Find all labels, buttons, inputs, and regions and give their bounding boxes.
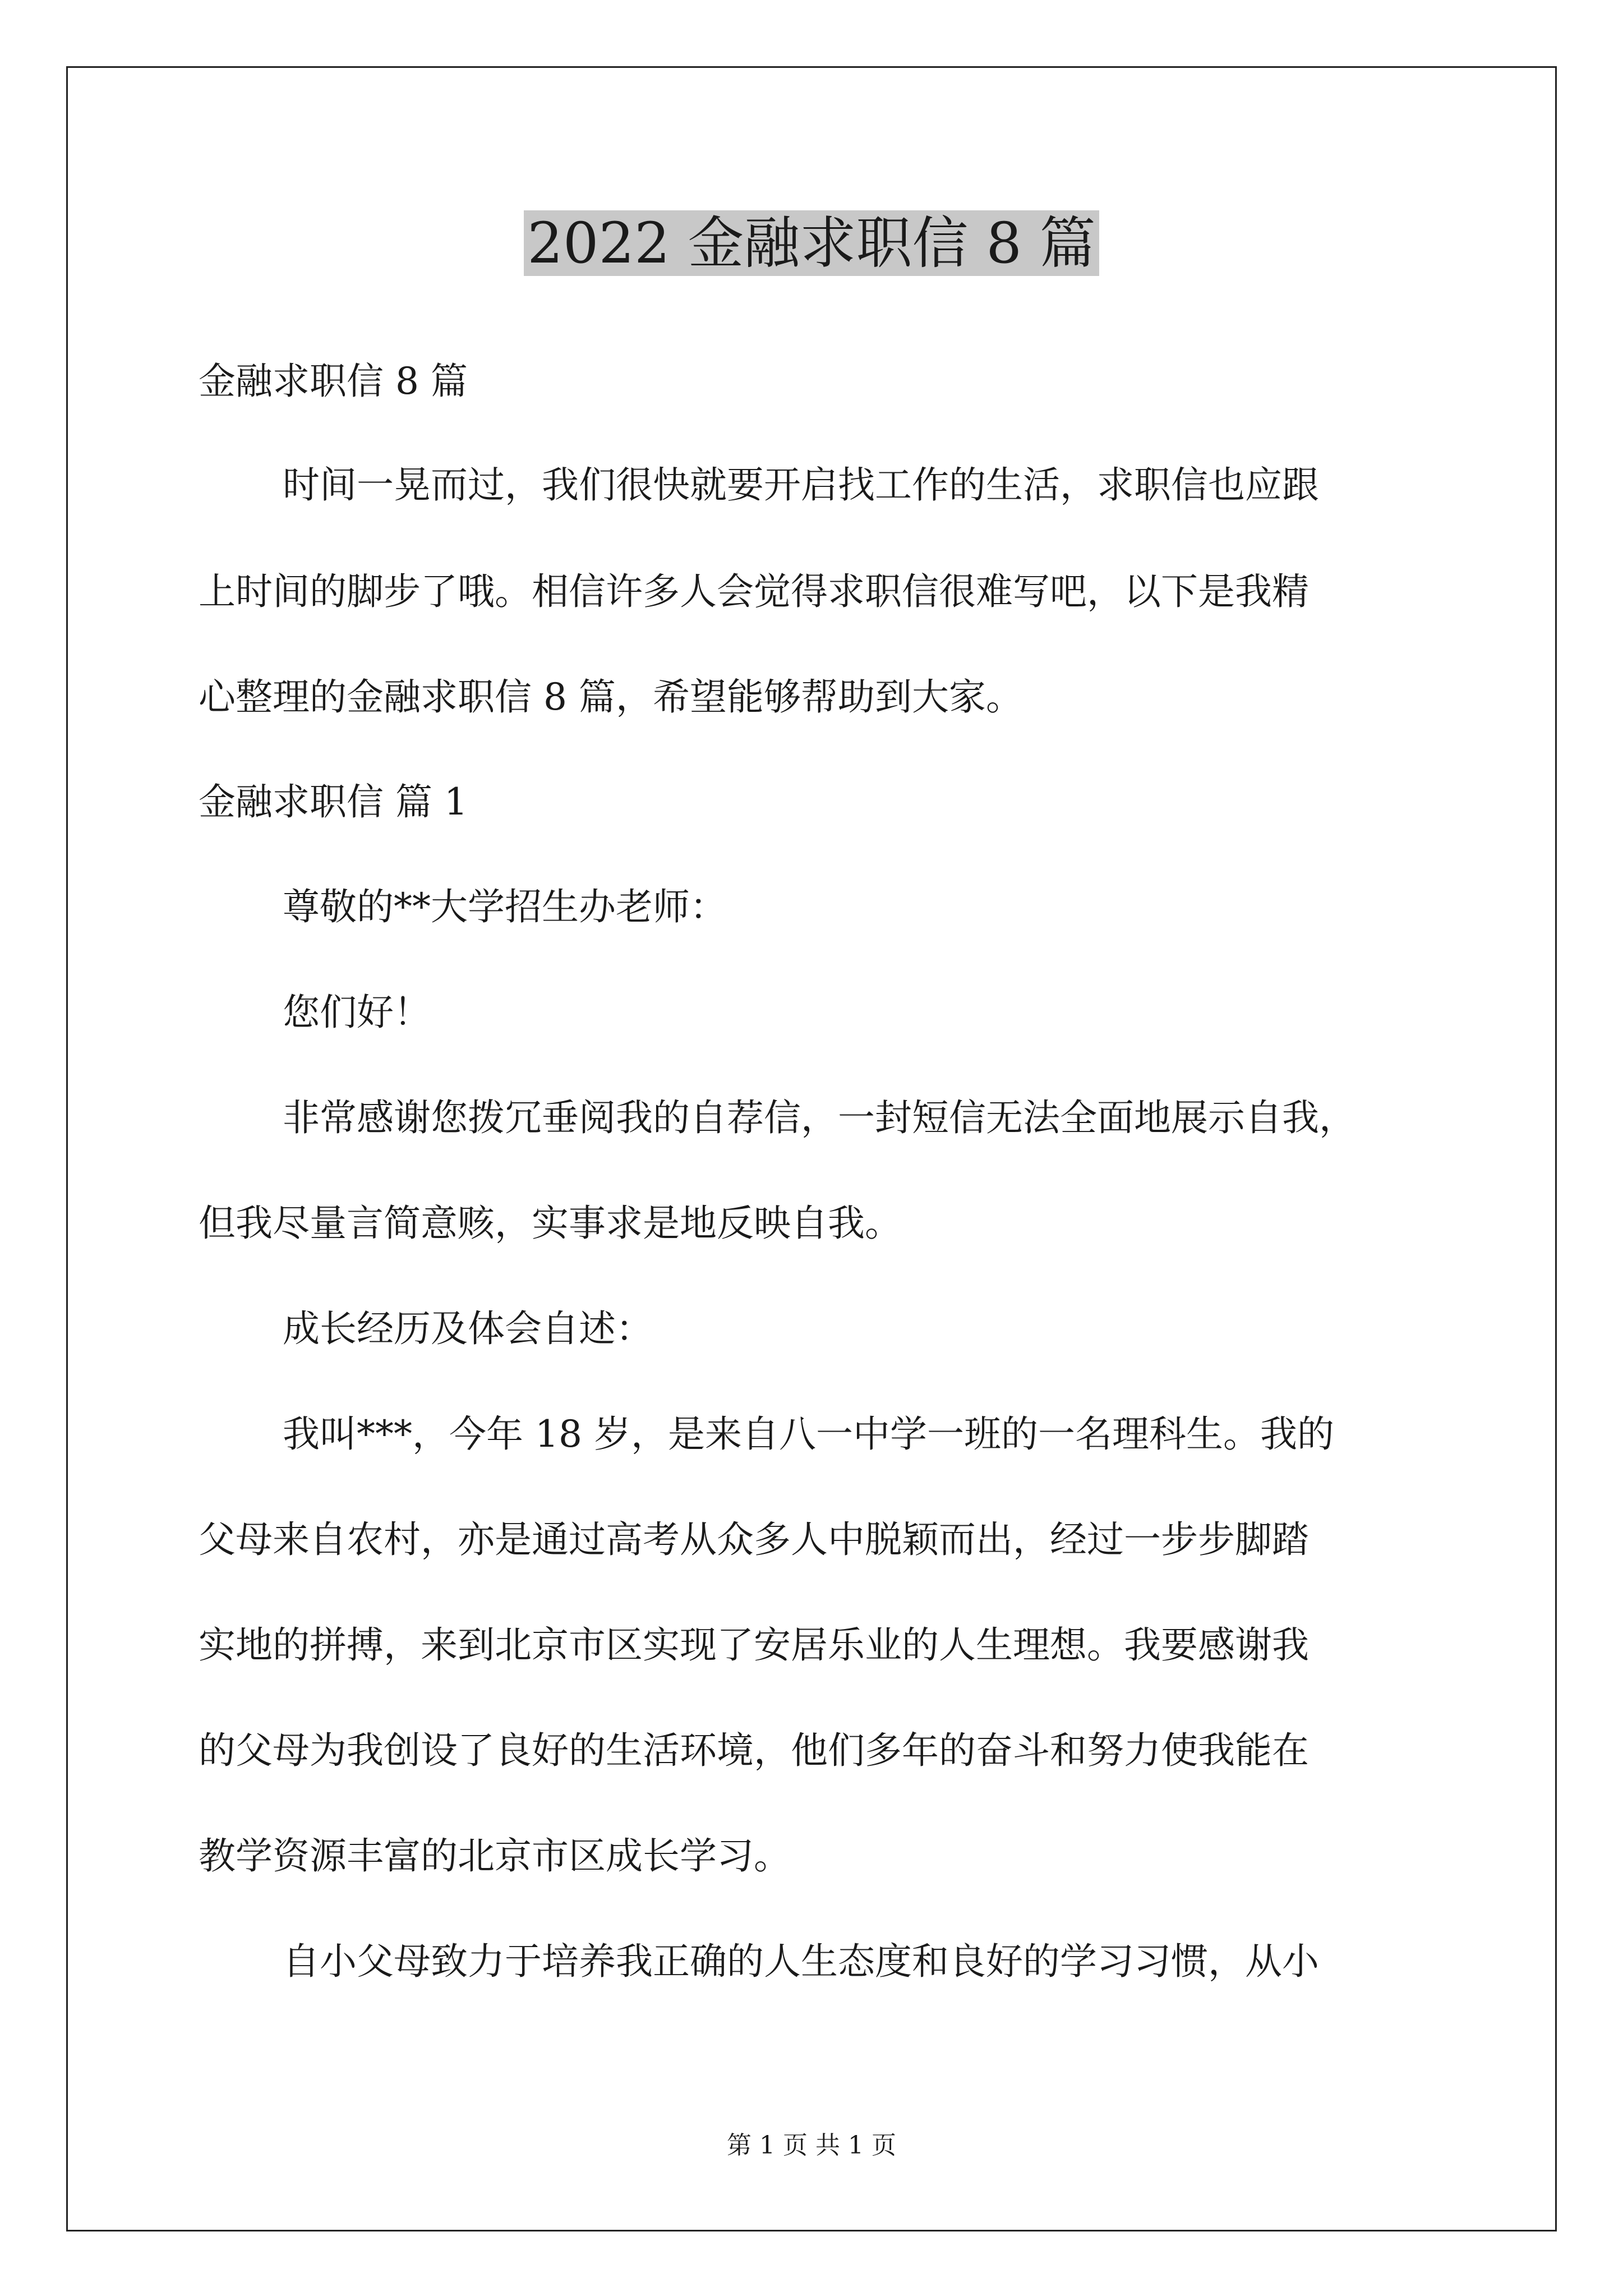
paragraph-line: 教学资源丰富的北京市区成长学习。 [199,1834,791,1878]
subtitle: 金融求职信 8 篇 [199,360,468,403]
paragraph-line: 实地的拼搏，来到北京市区实现了安居乐业的人生理想。我要感谢我 [199,1623,1309,1667]
paragraph-line: 时间一晃而过，我们很快就要开启找工作的生活，求职信也应跟 [283,463,1319,507]
title-text: 2022 金融求职信 8 篇 [524,210,1099,276]
paragraph-line: 我叫***，今年 18 岁，是来自八一中学一班的一名理科生。我的 [283,1412,1334,1456]
salutation: 尊敬的**大学招生办老师： [283,885,727,928]
paragraph-line: 心整理的金融求职信 8 篇，希望能够帮助到大家。 [199,675,1023,719]
document-title [0,209,1623,278]
paragraph-line: 自小父母致力于培养我正确的人生态度和良好的学习习惯，从小 [283,1940,1319,1983]
page-footer: 第 1 页 共 1 页 [727,2131,896,2160]
paragraph-line: 但我尽量言简意赅，实事求是地反映自我。 [199,1202,902,1245]
paragraph-line: 非常感谢您拨冗垂阅我的自荐信，一封短信无法全面地展示自我， [283,1096,1356,1139]
paragraph-line: 的父母为我创设了良好的生活环境，他们多年的奋斗和努力使我能在 [199,1729,1309,1772]
greeting: 您们好！ [283,991,431,1034]
section-heading: 金融求职信 篇 1 [199,780,468,823]
paragraph-line: 上时间的脚步了哦。相信许多人会觉得求职信很难写吧，以下是我精 [199,570,1309,613]
subheading: 成长经历及体会自述： [283,1307,653,1350]
paragraph-line: 父母来自农村，亦是通过高考从众多人中脱颖而出，经过一步步脚踏 [199,1518,1309,1561]
